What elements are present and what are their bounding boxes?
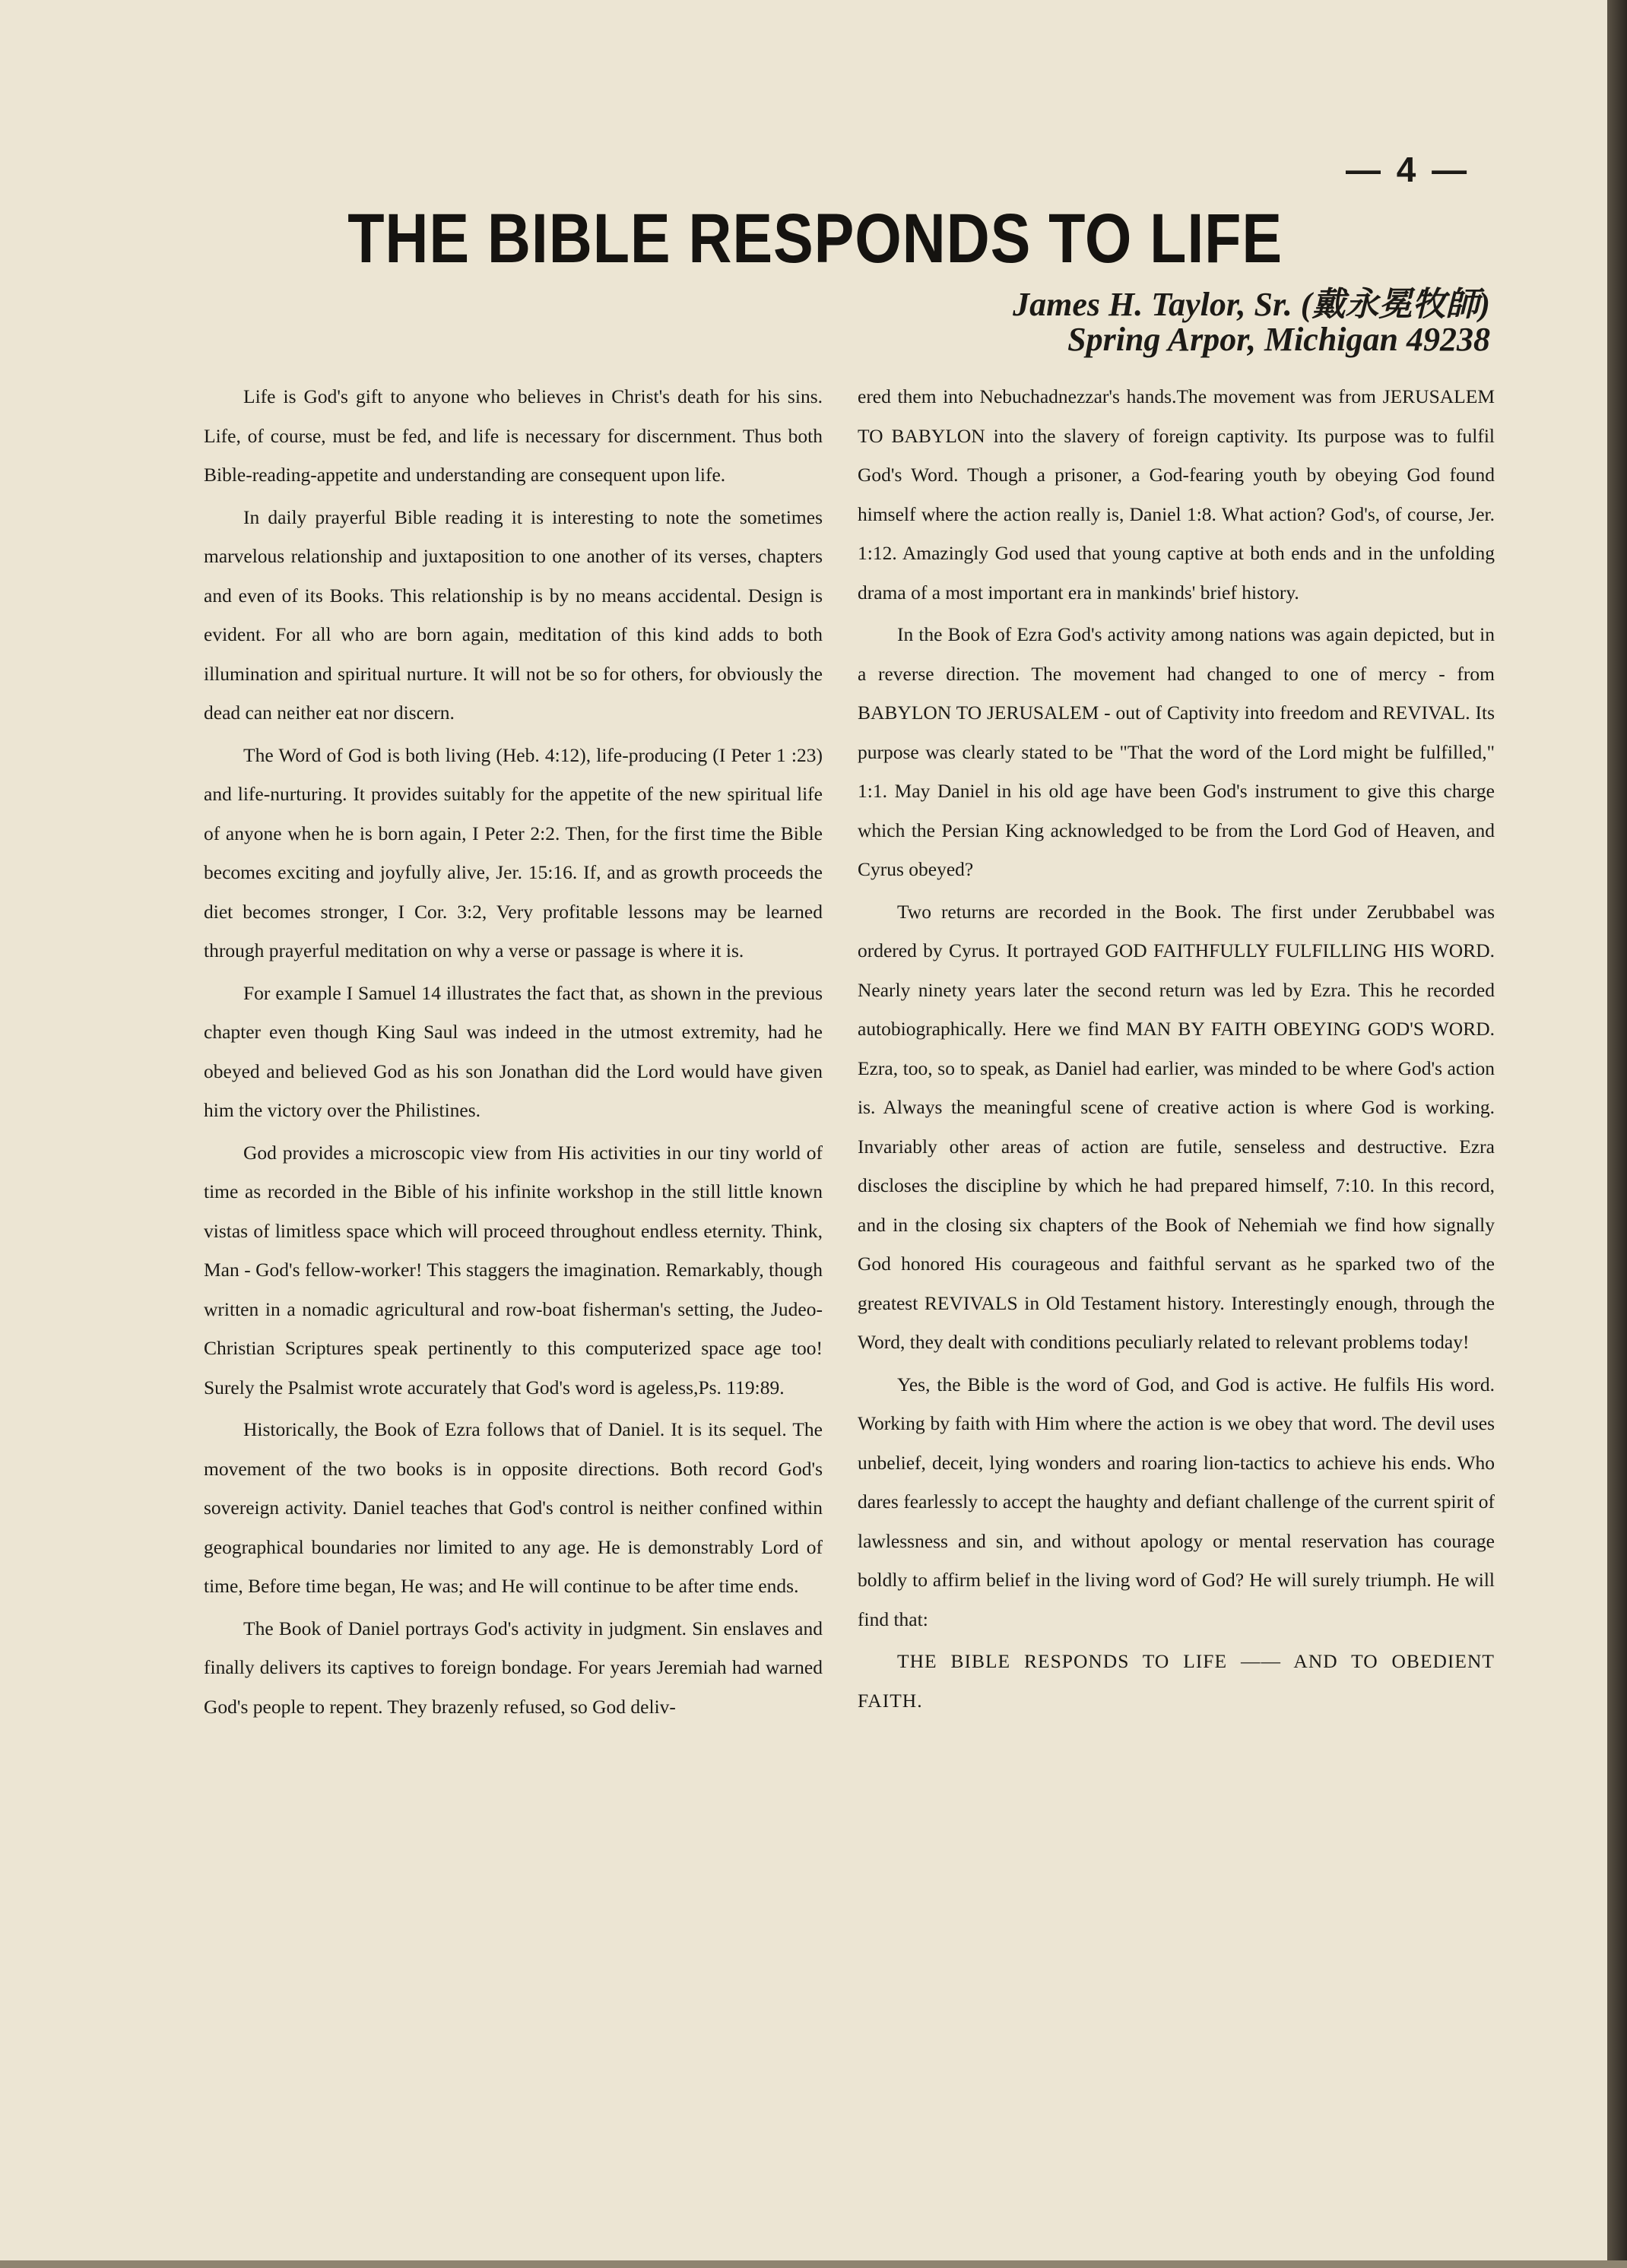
paragraph: Two returns are recorded in the Book. The first under Zerubbabel was ordered by Cyrus. It portrayed GOD FAITHFULLY FULFILLING HIS WORD. Nearly ninety years later the second return was led by Ezra. This he recorded autobiographically. Here we find MAN BY FAITH OBEYING GOD'S WORD. Ezra, too, so to speak, as Daniel had earlier, was minded to be where God's action is. Always the meaningful scene of creative action is where God is working. Invariably other areas of action are futile, senseless and destructive. Ezra discloses the discipline by which he had prepared himself, 7:10. In this record, and in the closing six chapters of the Book of Nehemiah we find how signally God honored His courageous and faithful servant as he sparked two of the greatest REVIVALS in Old Testament history. Interestingly enough, through the Word, they dealt with conditions peculiarly related to relevant problems today!: [858, 900, 1495, 1353]
author-location: Spring Arpor, Michigan 49238: [1067, 321, 1490, 358]
page-number: — 4 —: [1346, 150, 1470, 189]
byline: [1013, 287, 1490, 357]
page-bottom-edge: [0, 2260, 1627, 2268]
article-title: THE BIBLE RESPONDS TO LIFE: [347, 200, 1283, 277]
paragraph: The Word of God is both living (Heb. 4:12), life-producing (I Peter 1 :23) and life-nurturing. It provides suitably for the appetite of the new spiritual life of anyone when he is born again, I Peter 2:2. Then, for the first time the Bible becomes exciting and joyfully alive, Jer. 15:16. If, and as growth proceeds the diet becomes stronger, I Cor. 3:2, Very profitable lessons may be learned through prayerful meditation on why a verse or passage is where it is.: [204, 743, 823, 961]
right-column: [858, 377, 1495, 1723]
paragraph: Historically, the Book of Ezra follows that of Daniel. It is its sequel. The movement of the two books is in opposite directions. Both record God's sovereign activity. Daniel teaches that God's control is neither confined within geographical boundaries nor limited to any age. He is demonstrably Lord of time, Before time began, He was; and He will continue to be after time ends.: [204, 1418, 823, 1597]
paragraph: In the Book of Ezra God's activity among nations was again depicted, but in a reverse direction. The movement had changed to one of mercy - from BABYLON TO JERUSALEM - out of Captivity into freedom and REVIVAL. Its purpose was clearly stated to be "That the word of the Lord might be fulfilled," 1:1. May Daniel in his old age have been God's instrument to give this charge which the Persian King acknowledged to be from the Lord God of Heaven, and Cyrus obeyed?: [858, 623, 1495, 880]
paragraph: In daily prayerful Bible reading it is interesting to note the sometimes marvelous relationship and juxtaposition to one another of its verses, chapters and even of its Books. This relationship is by no means accidental. Design is evident. For all who are born again, meditation of this kind adds to both illumination and spiritual nurture. It will not be so for others, for obviously the dead can neither eat nor discern.: [204, 505, 823, 724]
paragraph: The Book of Daniel portrays God's activity in judgment. Sin enslaves and finally delivers its captives to foreign bondage. For years Jeremiah had warned God's people to repent. They brazenly refused, so God deliv-: [204, 1617, 823, 1718]
author-name: James H. Taylor, Sr. (戴永冕牧師): [1013, 286, 1490, 323]
paragraph: God provides a microscopic view from His activities in our tiny world of time as recorded in the Bible of his infinite workshop in the still little known vistas of limitless space which will proceed throughout endless eternity. Think, Man - God's fellow-worker! This staggers the imagination. Remarkably, though written in a nomadic agricultural and row-boat fisherman's setting, the Judeo-Christian Scriptures speak pertinently to this computerized space age too! Surely the Psalmist wrote accurately that God's word is ageless,Ps. 119:89.: [204, 1141, 823, 1398]
page-edge-shadow: [1607, 0, 1627, 2268]
paragraph: Yes, the Bible is the word of God, and God is active. He fulfils His word. Working by faith with Him where the action is we obey that word. The devil uses unbelief, deceit, lying wonders and roaring lion-tactics to achieve his ends. Who dares fearlessly to accept the haughty and defiant challenge of the current spirit of lawlessness and sin, and without apology or mental reservation has courage boldly to affirm belief in the living word of God? He will surely triumph. He will find that:: [858, 1373, 1495, 1630]
paragraph: For example I Samuel 14 illustrates the fact that, as shown in the previous chapter even though King Saul was indeed in the utmost extremity, had he obeyed and believed God as his son Jonathan did the Lord would have given him the victory over the Philistines.: [204, 981, 823, 1121]
left-column: [204, 377, 823, 1729]
closing-line: THE BIBLE RESPONDS TO LIFE —— AND TO OBEDIENT FAITH.: [858, 1650, 1495, 1712]
paragraph: ered them into Nebuchadnezzar's hands.The movement was from JERUSALEM TO BABYLON into the slavery of foreign captivity. Its purpose was to fulfil God's Word. Though a prisoner, a God-fearing youth by obeying God found himself where the action really is, Daniel 1:8. What action? God's, of course, Jer. 1:12. Amazingly God used that young captive at both ends and in the unfolding drama of a most important era in mankinds' brief history.: [858, 385, 1495, 603]
paragraph: Life is God's gift to anyone who believes in Christ's death for his sins. Life, of course, must be fed, and life is necessary for discernment. Thus both Bible-reading-appetite and understanding are consequent upon life.: [204, 385, 823, 486]
